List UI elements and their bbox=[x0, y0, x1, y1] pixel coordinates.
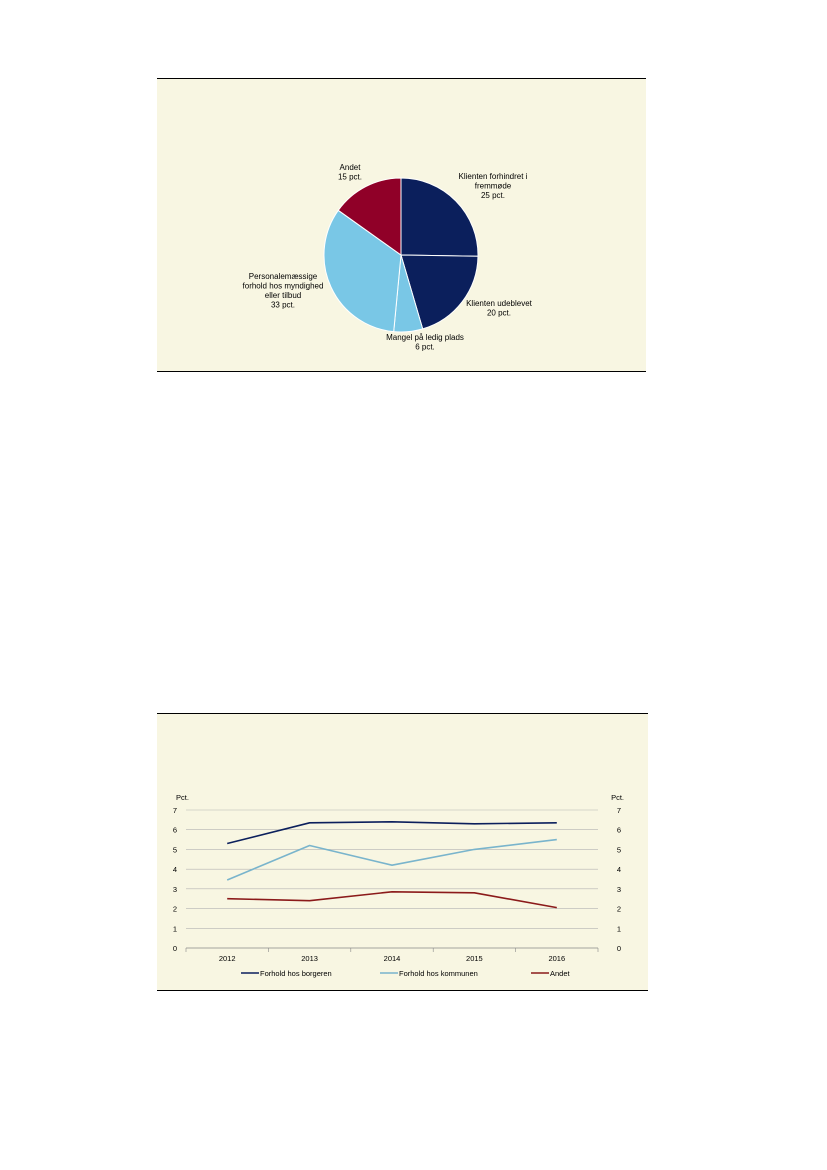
pie-slice-1 bbox=[401, 178, 478, 256]
series-line-2 bbox=[227, 840, 557, 880]
series-line-1 bbox=[227, 822, 557, 844]
x-tick-label-2013: 2013 bbox=[301, 954, 318, 963]
y-tick-left-0: 0 bbox=[172, 944, 177, 953]
pie-chart-panel bbox=[157, 78, 646, 372]
y-tick-right-2: 2 bbox=[616, 904, 621, 914]
y-tick-right-0: 0 bbox=[616, 944, 621, 953]
y-tick-left-2: 2 bbox=[172, 904, 177, 914]
y-tick-left-4: 4 bbox=[172, 865, 177, 875]
x-tick-label-2012: 2012 bbox=[218, 954, 236, 963]
y-tick-right-5: 5 bbox=[616, 845, 621, 855]
pie-slice-label-2: Klienten udeblevet 20 pct. bbox=[466, 299, 532, 318]
y-axis-label-left: Pct. bbox=[176, 793, 189, 802]
legend-label-1: Forhold hos borgeren bbox=[260, 969, 332, 978]
pie-slice-label-3: Mangel på ledig plads 6 pct. bbox=[386, 333, 464, 352]
x-tick-label-2016: 2016 bbox=[548, 954, 566, 963]
y-tick-right-3: 3 bbox=[616, 884, 621, 894]
y-tick-left-6: 6 bbox=[172, 825, 177, 835]
legend-label-2: Forhold hos kommunen bbox=[399, 969, 478, 978]
line-chart-panel bbox=[157, 713, 648, 991]
y-tick-left-7: 7 bbox=[172, 806, 177, 815]
y-tick-right-1: 1 bbox=[616, 924, 621, 934]
y-tick-left-3: 3 bbox=[172, 884, 177, 894]
line-chart bbox=[157, 714, 648, 990]
y-tick-left-5: 5 bbox=[172, 845, 177, 855]
series-line-3 bbox=[227, 892, 557, 908]
y-axis-label-right: Pct. bbox=[611, 793, 624, 802]
x-tick-label-2014: 2014 bbox=[383, 954, 401, 963]
y-tick-right-4: 4 bbox=[616, 865, 621, 875]
pie-chart bbox=[157, 79, 646, 371]
pie-slice-label-4: Personalemæssige forhold hos myndighed eller tilbud 33 pct. bbox=[242, 272, 324, 310]
pie-slice-label-1: Klienten forhindret i fremmøde 25 pct. bbox=[458, 172, 528, 200]
pie-slice-label-5: Andet 15 pct. bbox=[337, 163, 363, 182]
y-tick-right-7: 7 bbox=[616, 806, 621, 815]
y-tick-right-6: 6 bbox=[616, 825, 621, 835]
legend-label-3: Andet bbox=[550, 969, 570, 978]
x-tick-label-2015: 2015 bbox=[466, 954, 483, 963]
y-tick-left-1: 1 bbox=[172, 924, 177, 934]
